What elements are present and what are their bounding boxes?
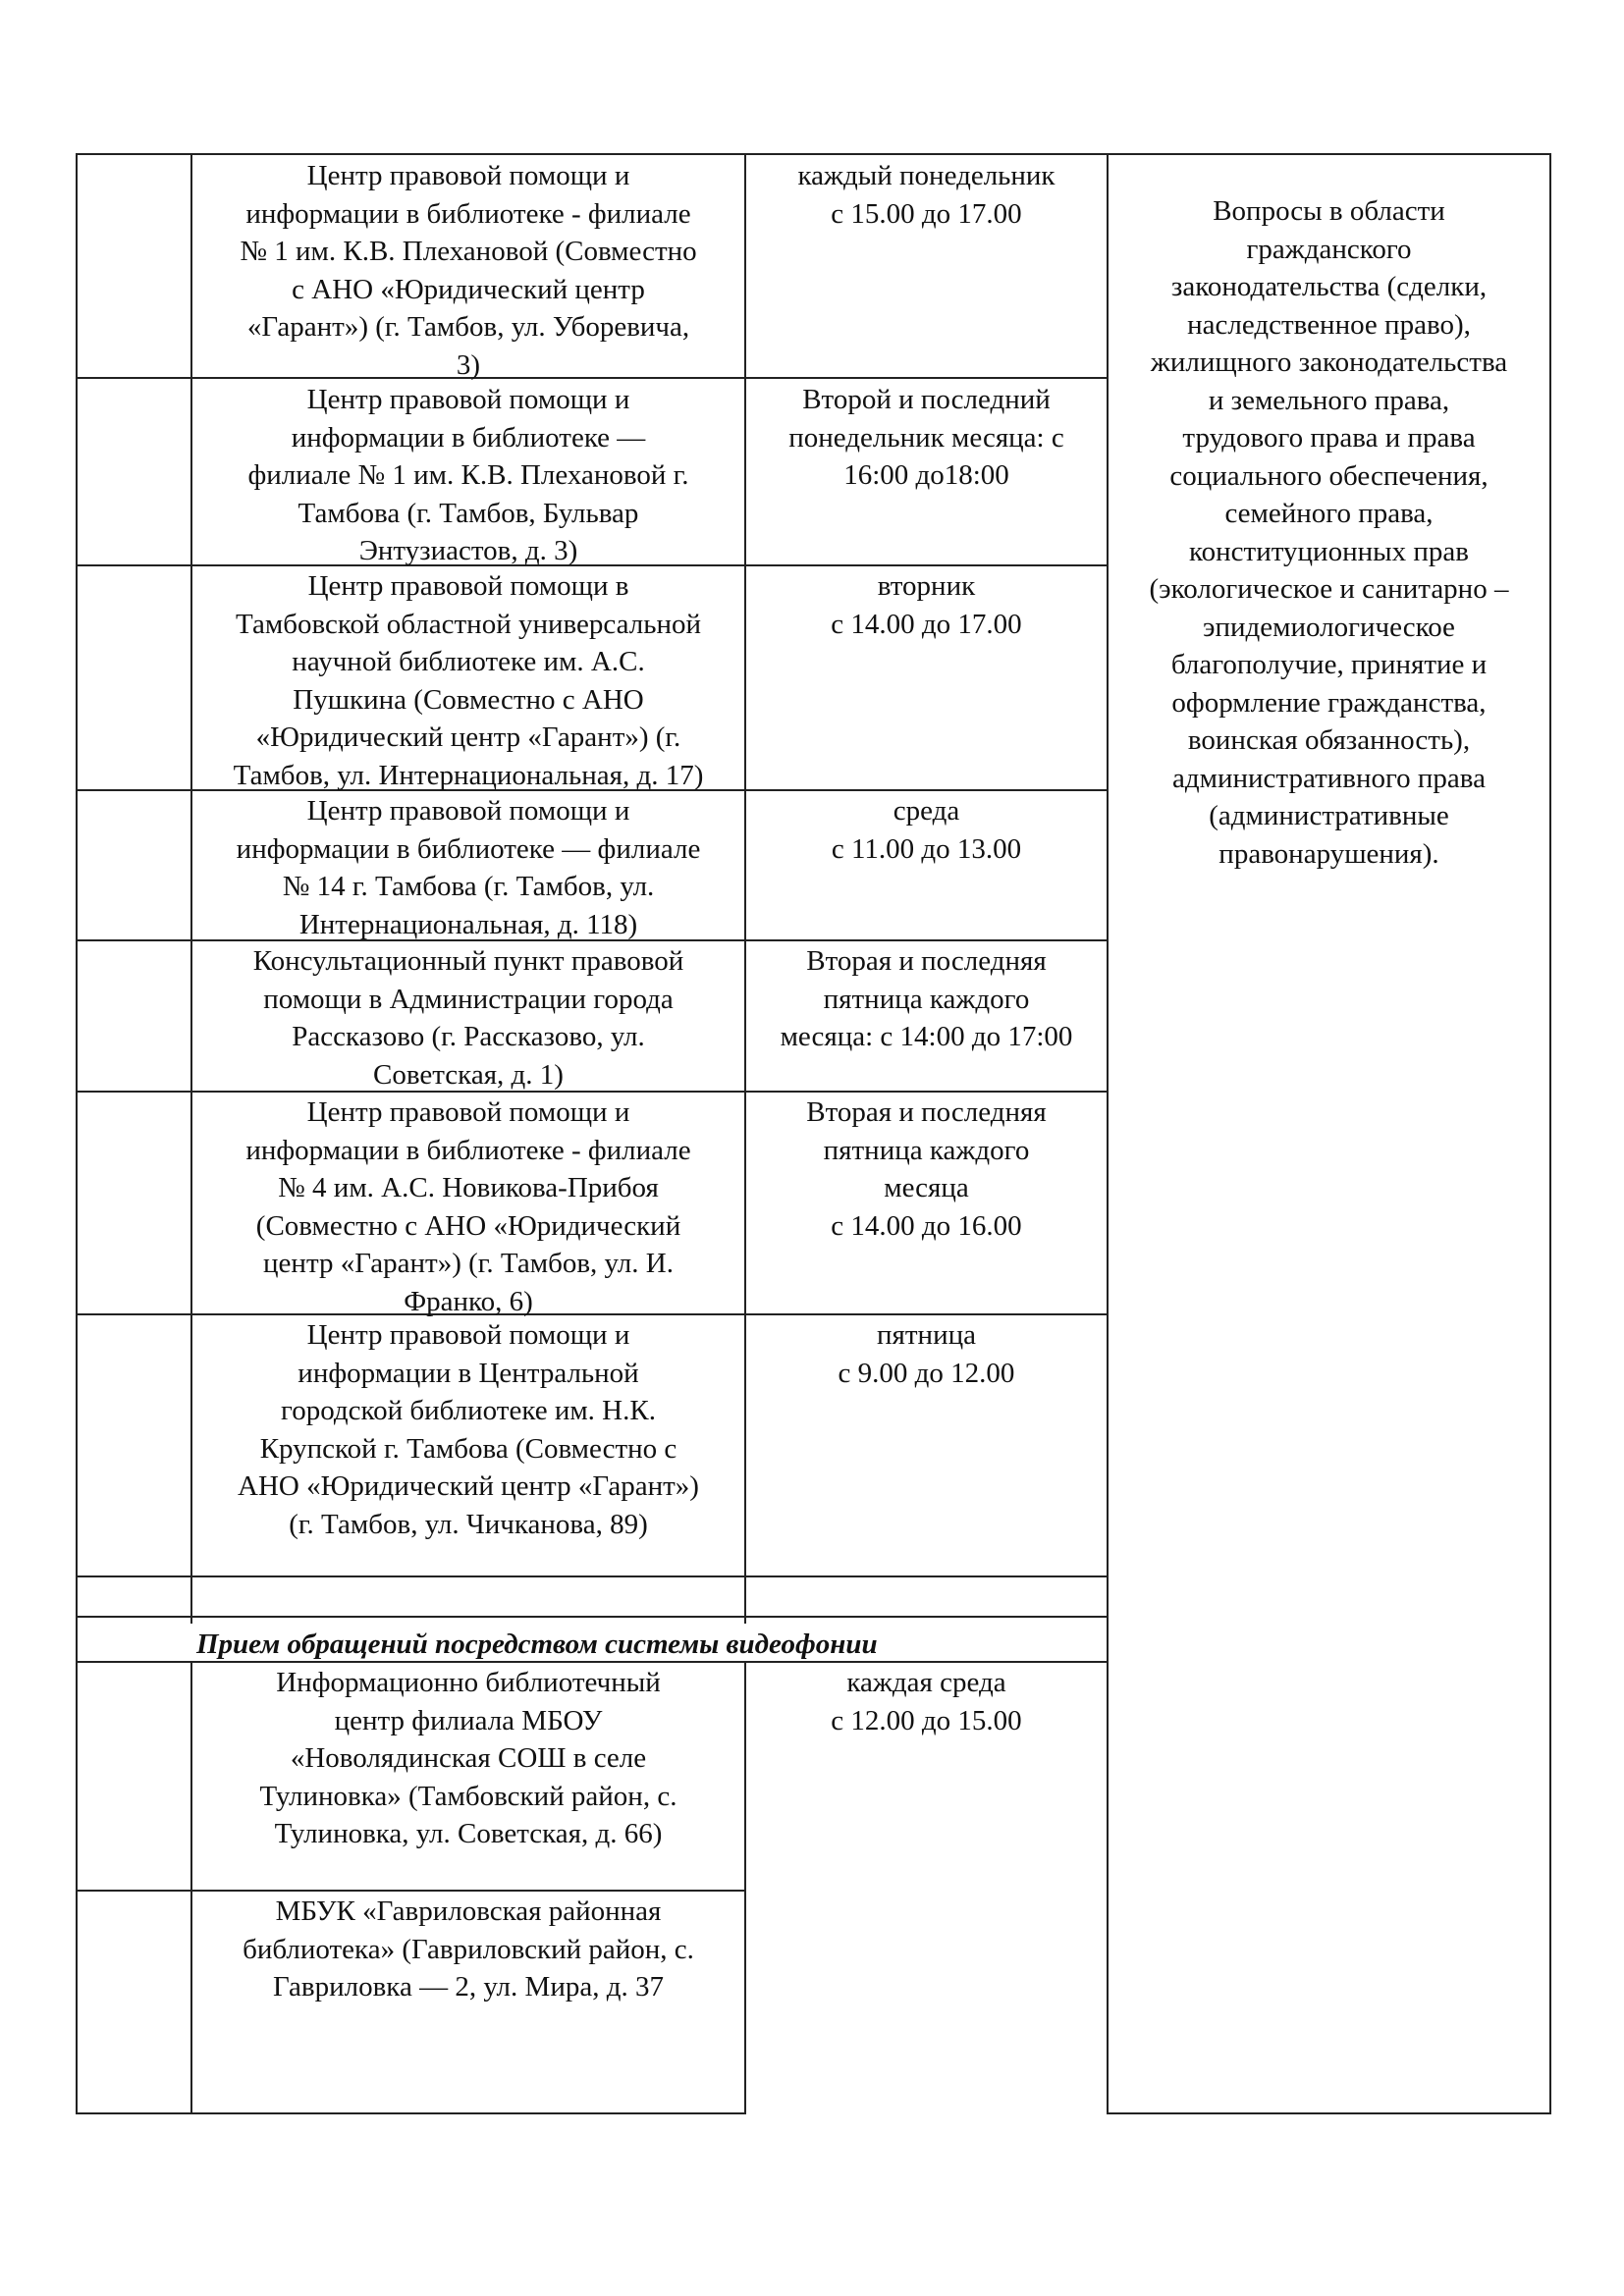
section-heading: Прием обращений посредством системы видеофонии [196,1629,878,1660]
center-cell: Центр правовой помощи и информации в библиотеке — филиале № 1 им. К.В. Плехановой г. Тамбова (г. Тамбов, Бульвар Энтузиастов, д. 3) [247,384,689,566]
schedule-cell: вторник с 14.00 до 17.00 [831,570,1022,640]
center-cell: Центр правовой помощи и информации в библиотеке - филиале № 1 им. К.В. Плехановой (Совместно с АНО «Юридический центр «Гарант») (г. Тамбов, ул. Уборевича, 3) [240,160,697,381]
schedule-cell: каждый понедельник с 15.00 до 17.00 [797,160,1056,230]
schedule-cell: Вторая и последняя пятница каждого месяца с 14.00 до 16.00 [806,1096,1047,1242]
row-divider [76,1575,1109,1577]
table-border-top [76,153,1551,155]
topics-cell: Вопросы в области гражданского законодательства (сделки, наследственное право), жилищного законодательства и земельного права, трудового права и права социального обеспечения, семейного права, конституционных прав (экологическое и санитарно – эпидемиологическое благополучие, принятие и оформление гражданства, воинская обязанность), административного права (административные правонарушения). [1149,195,1509,870]
table-border-left [76,153,78,2114]
center-cell: Центр правовой помощи и информации в библиотеке - филиале № 4 им. А.С. Новикова-Прибоя (Совместно с АНО «Юридический центр «Гарант») (г. Тамбов, ул. И. Франко, 6) [245,1096,691,1317]
schedule-cell: пятница с 9.00 до 12.00 [838,1319,1015,1389]
schedule-cell: Вторая и последняя пятница каждого месяца: с 14:00 до 17:00 [780,945,1073,1052]
table-border-bottom-left [76,2112,746,2114]
table-border-right [1549,153,1551,2114]
schedule-cell: среда с 11.00 до 13.00 [831,795,1022,865]
center-cell: Центр правовой помощи и информации в Центральной городской библиотеке им. Н.К. Крупской г. Тамбова (Совместно с АНО «Юридический центр «Гарант») (г. Тамбов, ул. Чичканова, 89) [238,1319,699,1540]
center-cell: Консультационный пункт правовой помощи в Администрации города Рассказово (г. Рассказово, ул. Советская, д. 1) [252,945,684,1091]
center-cell: Центр правовой помощи в Тамбовской областной универсальной научной библиотеке им. А.С. Пушкина (Совместно с АНО «Юридический центр «Гарант») (г. Тамбов, ул. Интернациональная, д. 17) [233,570,704,791]
schedule-cell: каждая среда с 12.00 до 15.00 [831,1667,1022,1736]
column-divider-2 [744,153,746,1624]
row-divider [76,1890,746,1892]
row-divider [76,1616,1109,1618]
center-cell: МБУК «Гавриловская районная библиотека» (Гавриловский район, с. Гавриловка — 2, ул. Мира, д. 37 [243,1896,694,2002]
center-cell: Центр правовой помощи и информации в библиотеке — филиале № 14 г. Тамбова (г. Тамбов, ул. Интернациональная, д. 118) [236,795,701,940]
table-border-bottom-right [1107,2112,1551,2114]
schedule-cell: Второй и последний понедельник месяца: с 16:00 до18:00 [788,384,1064,491]
center-cell: Информационно библиотечный центр филиала МБОУ «Новолядинская СОШ в селе Тулиновка» (Тамбовский район, с. Тулиновка, ул. Советская, д. 66) [259,1667,677,1849]
